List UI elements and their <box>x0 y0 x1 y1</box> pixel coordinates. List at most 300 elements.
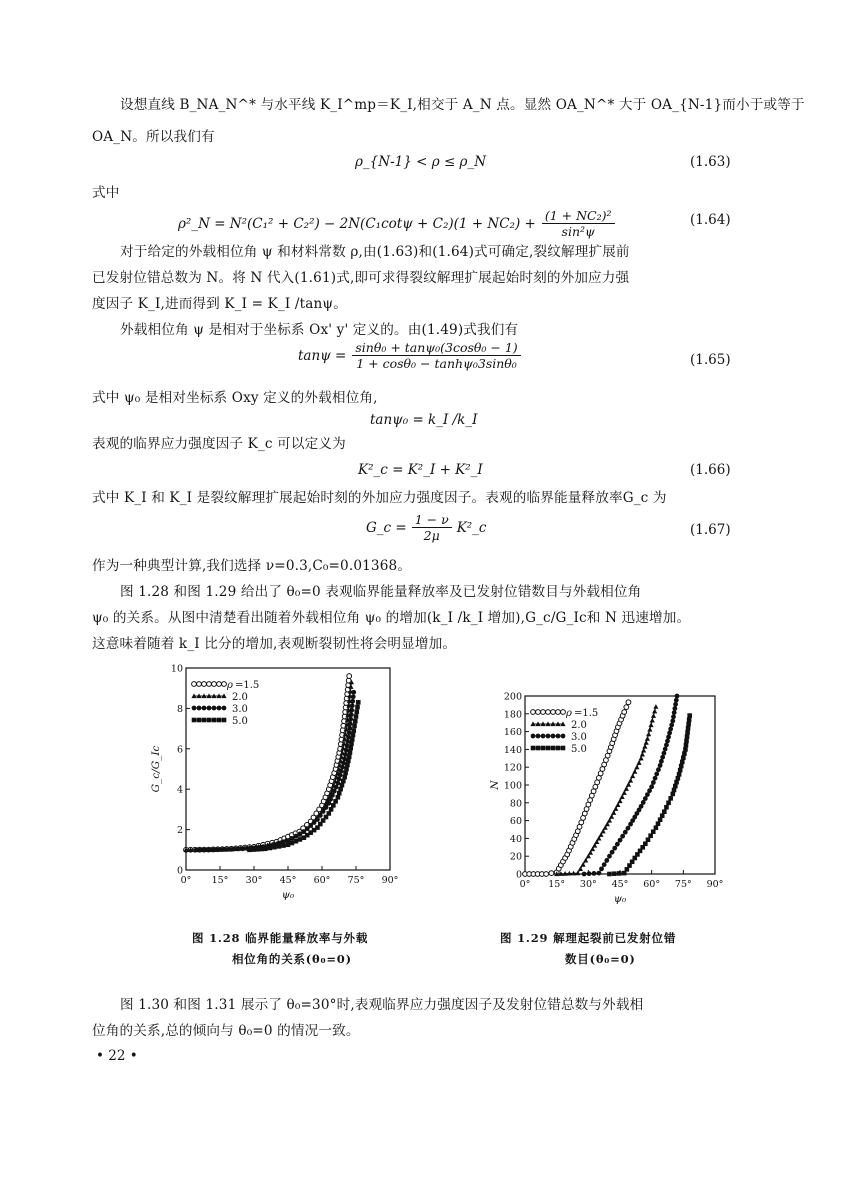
series-marker <box>351 690 356 695</box>
series-marker <box>668 796 673 801</box>
y-tick-label: 40 <box>509 833 522 845</box>
legend-marker <box>541 746 546 751</box>
series-marker <box>321 809 326 814</box>
series-marker <box>646 732 651 737</box>
series-line <box>186 676 349 850</box>
legend-marker <box>222 682 227 687</box>
legend-marker <box>192 706 197 711</box>
legend-marker <box>561 710 566 715</box>
series-marker <box>348 746 353 751</box>
paragraph-5-line-1: 表观的临界应力强度因子 K_c 可以定义为 <box>92 436 346 452</box>
series-marker <box>670 719 675 724</box>
series-marker <box>674 698 679 703</box>
series-marker <box>675 694 680 699</box>
legend-marker <box>556 734 561 739</box>
series-marker <box>646 837 651 842</box>
y-tick-label: 140 <box>503 744 522 756</box>
y-tick-label: 8 <box>176 703 183 715</box>
series-marker <box>335 781 340 786</box>
series-marker <box>634 765 639 770</box>
series-marker <box>329 807 334 812</box>
equation-1-63: ρ_{N-1} < ρ ≤ ρ_N <box>355 154 487 170</box>
series-marker <box>231 847 236 852</box>
legend-marker <box>207 718 212 723</box>
equation-number-1-67: (1.67) <box>690 522 731 538</box>
series-marker <box>549 871 554 876</box>
series-marker <box>656 767 661 772</box>
series-marker <box>349 741 354 746</box>
series-marker <box>668 727 673 732</box>
series-marker <box>685 734 690 739</box>
series-marker <box>687 718 692 723</box>
y-tick-label: 200 <box>503 691 522 703</box>
x-tick-label: 30° <box>579 879 597 890</box>
series-marker <box>602 862 607 867</box>
series-marker <box>666 735 671 740</box>
series-marker <box>626 826 631 831</box>
legend-label: 3.0 <box>571 732 587 743</box>
series-marker <box>623 830 628 835</box>
series-marker <box>663 747 668 752</box>
series-marker <box>350 737 355 742</box>
series-marker <box>592 871 597 876</box>
x-tick-label: 0° <box>519 879 531 890</box>
paragraph-4-line-1: 式中 ψ₀ 是相对坐标系 Oxy 定义的外载相位角, <box>92 390 378 406</box>
series-marker <box>618 838 623 843</box>
y-tick-label: 160 <box>503 727 522 739</box>
series-marker <box>669 723 674 728</box>
series-marker <box>607 854 612 859</box>
series-marker <box>653 704 658 709</box>
legend-marker <box>222 718 227 723</box>
equation-1-66: K²_c = K²_I + K²_I <box>358 462 483 478</box>
equation-1-67-numerator: 1 − ν <box>412 512 452 528</box>
series-marker <box>327 811 332 816</box>
legend-marker <box>217 706 222 711</box>
series-marker <box>624 705 629 710</box>
series-marker <box>263 846 268 851</box>
paragraph-9-line-1: 图 1.30 和图 1.31 展示了 θ₀=30°时,表观临界应力强度因子及发射位错总数与外载相 <box>120 997 644 1013</box>
series-marker <box>255 847 260 852</box>
equation-1-67-right: K²_c <box>456 519 487 536</box>
paragraph-7-line-1: 作为一种典型计算,我们选择 ν=0.3,C₀=0.01368。 <box>92 558 412 574</box>
x-tick-label: 75° <box>347 875 365 886</box>
legend-marker <box>207 706 212 711</box>
series-marker <box>615 842 620 847</box>
series-marker <box>318 813 323 818</box>
series-marker <box>348 721 353 726</box>
series-marker <box>643 841 648 846</box>
paragraph-8-line-1: 图 1.28 和图 1.29 给出了 θ₀=0 表观临界能量释放率及已发射位错数目与外载相位角 <box>120 584 642 600</box>
paragraph-8-line-3: 这意味着随着 k_I 比分的增加,表观断裂韧性将会明显增加。 <box>92 636 457 652</box>
series-marker <box>664 743 669 748</box>
figure-1-28-caption-line-1: 图 1.28 临界能量释放率与外载 <box>192 931 369 945</box>
series-marker <box>345 763 350 768</box>
series-marker <box>337 791 342 796</box>
series-marker <box>268 846 273 851</box>
label-shizhong: 式中 <box>92 185 120 201</box>
series-marker <box>653 776 658 781</box>
series-marker <box>604 858 609 863</box>
series-marker <box>353 719 358 724</box>
paragraph-1-line-2: OA_N。所以我们有 <box>92 129 215 145</box>
series-marker <box>612 846 617 851</box>
paragraph-9-line-2: 位角的关系,总的倾向与 θ₀=0 的情况一致。 <box>92 1023 360 1039</box>
series-marker <box>610 850 615 855</box>
equation-1-65-numerator: sinθ₀ + tanψ₀(3cosθ₀ − 1) <box>352 340 520 356</box>
paragraph-3-line-1: 外载相位角 ψ 是相对于坐标系 Ox' y' 定义的。由(1.49)式我们有 <box>120 322 519 338</box>
y-tick-label: 2 <box>176 825 183 837</box>
series-marker <box>272 845 277 850</box>
series-marker <box>247 848 252 853</box>
series-marker <box>583 858 588 863</box>
series-marker <box>339 769 344 774</box>
series-marker <box>349 708 354 713</box>
legend-marker <box>551 746 556 751</box>
legend-marker <box>556 710 561 715</box>
series-marker <box>666 801 671 806</box>
series-marker <box>651 713 656 718</box>
series-marker <box>626 782 631 787</box>
series-marker <box>649 784 654 789</box>
figure-1-29-caption-line-2: 数目(θ₀=0) <box>565 952 636 966</box>
series-marker <box>236 847 241 852</box>
equation-1-67-fraction <box>412 512 452 543</box>
series-marker <box>660 813 665 818</box>
series-marker <box>685 730 690 735</box>
legend-label: 2.0 <box>571 720 587 731</box>
series-marker <box>227 847 232 852</box>
series-marker <box>671 714 676 719</box>
series-marker <box>356 700 361 705</box>
series-marker <box>294 839 299 844</box>
figure-1-29-caption-line-1: 图 1.29 解理起裂前已发射位错 <box>500 931 677 945</box>
legend-marker <box>546 746 551 751</box>
paragraph-8-line-2: ψ₀ 的关系。从图中清楚看出随着外载相位角 ψ₀ 的增加(k_I /k_I 增加),G_c/G_Ic和 N 迅速增加。 <box>92 610 691 626</box>
series-marker <box>347 674 352 679</box>
legend-marker <box>531 734 536 739</box>
series-marker <box>218 847 223 852</box>
series-marker <box>654 825 659 830</box>
equation-1-67-denominator: 2μ <box>423 528 440 543</box>
legend-marker <box>212 682 217 687</box>
legend-marker <box>551 734 556 739</box>
legend-marker <box>546 710 551 715</box>
series-marker <box>620 794 625 799</box>
series-marker <box>680 760 685 765</box>
series-marker <box>645 736 650 741</box>
legend-label: 3.0 <box>232 704 248 715</box>
series-marker <box>544 872 549 877</box>
series-marker <box>286 842 291 847</box>
y-tick-label: 6 <box>176 744 183 756</box>
legend-label: 5.0 <box>571 744 587 755</box>
series-marker <box>348 750 353 755</box>
y-tick-label: 60 <box>509 816 522 828</box>
y-axis-label: N <box>489 780 501 790</box>
series-marker <box>587 871 592 876</box>
legend-marker <box>531 710 536 715</box>
paragraph-2-line-3: 度因子 K_I,进而得到 K_I = K_I /tanψ。 <box>92 296 347 312</box>
series-marker <box>340 765 345 770</box>
y-tick-label: 0 <box>515 869 522 881</box>
legend-label: =1.5 <box>574 708 599 719</box>
series-marker <box>654 772 659 777</box>
x-tick-label: 60° <box>643 879 661 890</box>
series-marker <box>684 743 689 748</box>
series-marker <box>277 844 282 849</box>
series-marker <box>324 805 329 810</box>
series-marker <box>684 739 689 744</box>
equation-1-64-denominator: sin²ψ <box>561 224 595 239</box>
series-marker <box>352 724 357 729</box>
legend-marker <box>197 718 202 723</box>
series-marker <box>617 871 622 876</box>
legend-marker <box>556 746 561 751</box>
equation-1-64-left: ρ²_N = N²(C₁² + C₂²) − 2N(C₁cotψ + C₂)(1 + NC₂) + <box>178 215 536 232</box>
series-marker <box>674 780 679 785</box>
series-marker <box>622 710 627 715</box>
series-marker <box>281 843 286 848</box>
y-tick-label: 20 <box>509 851 522 863</box>
series-marker <box>678 768 683 773</box>
x-tick-label: 45° <box>611 879 629 890</box>
legend-marker <box>207 682 212 687</box>
series-marker <box>346 759 351 764</box>
legend-marker <box>546 734 551 739</box>
series-marker <box>341 779 346 784</box>
series-marker <box>686 722 691 727</box>
page-number: • 22 • <box>96 1048 138 1064</box>
series-marker <box>351 728 356 733</box>
series-marker <box>672 706 677 711</box>
series-marker <box>636 760 641 765</box>
equation-tan-psi0: tanψ₀ = k_I /k_I <box>370 412 478 428</box>
series-marker <box>340 783 345 788</box>
series-marker <box>650 718 655 723</box>
series-marker <box>348 717 353 722</box>
series-marker <box>347 755 352 760</box>
equation-number-1-65: (1.65) <box>690 352 731 368</box>
x-tick-label: 90° <box>381 875 399 886</box>
legend-label: =1.5 <box>235 680 260 691</box>
legend-marker <box>536 746 541 751</box>
series-marker <box>582 872 587 877</box>
series-marker <box>679 764 684 769</box>
series-line <box>197 692 353 850</box>
series-marker <box>337 777 342 782</box>
series-marker <box>630 774 635 779</box>
series-marker <box>686 726 691 731</box>
equation-1-67 <box>366 512 487 543</box>
legend-title: ρ <box>566 708 572 719</box>
series-marker <box>652 709 657 714</box>
series-marker <box>682 751 687 756</box>
legend-marker <box>551 710 556 715</box>
series-marker <box>333 799 338 804</box>
series-marker <box>667 731 672 736</box>
series-marker <box>259 847 264 852</box>
series-marker <box>607 872 612 877</box>
equation-number-1-64: (1.64) <box>690 212 731 228</box>
equation-number-1-63: (1.63) <box>690 154 731 170</box>
legend-title: ρ <box>227 680 233 691</box>
series-marker <box>338 787 343 792</box>
series-marker <box>222 847 227 852</box>
series-marker <box>656 821 661 826</box>
series-marker <box>351 733 356 738</box>
series-marker <box>354 709 359 714</box>
series-marker <box>658 817 663 822</box>
figure-1-28-chart <box>150 660 400 901</box>
legend-marker <box>561 734 566 739</box>
legend-marker <box>541 710 546 715</box>
legend-marker <box>531 746 536 751</box>
series-marker <box>659 759 664 764</box>
legend-marker <box>197 706 202 711</box>
series-marker <box>673 702 678 707</box>
series-marker <box>617 798 622 803</box>
series-marker <box>204 847 209 852</box>
series-marker <box>651 780 656 785</box>
equation-1-67-left: G_c = <box>366 519 407 536</box>
y-tick-label: 100 <box>503 780 522 792</box>
figure-1-29-chart <box>489 688 735 905</box>
legend-marker <box>202 682 207 687</box>
x-tick-label: 75° <box>674 879 692 890</box>
series-marker <box>670 792 675 797</box>
y-tick-label: 0 <box>176 865 183 877</box>
x-tick-label: 90° <box>706 879 724 890</box>
series-marker <box>658 763 663 768</box>
paragraph-2-line-1: 对于给定的外载相位角 ψ 和材料常数 ρ,由(1.63)和(1.64)式可确定,裂纹解理扩展前 <box>120 244 630 260</box>
paragraph-2-line-2: 已发射位错总数为 N。将 N 代入(1.61)式,即可求得裂纹解理扩展起始时刻的外加应力强 <box>92 270 630 286</box>
x-axis-label: ψ₀ <box>281 889 295 901</box>
series-marker <box>315 817 320 822</box>
series-marker <box>347 726 352 731</box>
equation-1-65-left: tanψ = <box>298 347 347 364</box>
series-marker <box>338 773 343 778</box>
series-marker <box>676 776 681 781</box>
series-marker <box>596 871 601 876</box>
series-marker <box>290 841 295 846</box>
series-marker <box>687 713 692 718</box>
series-marker <box>651 829 656 834</box>
legend-marker <box>217 682 222 687</box>
series-marker <box>648 722 653 727</box>
series-marker <box>354 714 359 719</box>
series-marker <box>599 866 604 871</box>
series-marker <box>683 747 688 752</box>
series-marker <box>672 710 677 715</box>
series-marker <box>662 751 667 756</box>
legend-label: 2.0 <box>232 692 248 703</box>
equation-1-65-fraction <box>352 340 520 371</box>
legend-marker <box>202 706 207 711</box>
legend-marker <box>536 710 541 715</box>
series-marker <box>677 772 682 777</box>
equation-1-65 <box>298 340 521 371</box>
series-marker <box>350 703 355 708</box>
y-tick-label: 10 <box>170 663 183 675</box>
series-marker <box>660 755 665 760</box>
y-tick-label: 80 <box>509 798 522 810</box>
series-marker <box>648 833 653 838</box>
legend-marker <box>212 718 217 723</box>
series-marker <box>647 727 652 732</box>
series-marker <box>331 803 336 808</box>
legend-marker <box>217 718 222 723</box>
y-axis-label: G_c/G_Ic <box>150 745 162 793</box>
paragraph-6-line-1: 式中 K_I 和 K_I 是裂纹解理扩展起始时刻的外加应力强度因子。表观的临界能量释放率G_c 为 <box>92 490 667 506</box>
equation-1-65-denominator: 1 + cosθ₀ − tanhψ₀3sinθ₀ <box>356 356 517 371</box>
series-marker <box>336 795 341 800</box>
legend-marker <box>202 718 207 723</box>
x-tick-label: 45° <box>279 875 297 886</box>
equation-1-64 <box>178 208 615 239</box>
series-marker <box>632 769 637 774</box>
series-marker <box>673 784 678 789</box>
series-marker <box>351 694 356 699</box>
equation-1-64-fraction <box>542 208 615 239</box>
series-marker <box>580 862 585 867</box>
series-marker <box>349 712 354 717</box>
series-marker <box>195 847 200 852</box>
series-marker <box>662 809 667 814</box>
series-marker <box>213 847 218 852</box>
legend-marker <box>222 706 227 711</box>
series-marker <box>624 786 629 791</box>
x-tick-label: 15° <box>211 875 229 886</box>
series-marker <box>298 837 303 842</box>
series-marker <box>622 790 627 795</box>
legend-marker <box>192 718 197 723</box>
paragraph-1-line-1: 设想直线 B_NA_N^* 与水平线 K_I^mp＝K_I,相交于 A_N 点。显然 OA_N^* 大于 OA_{N-1}而小于或等于 <box>120 97 805 113</box>
series-marker <box>578 866 583 871</box>
series-marker <box>199 847 204 852</box>
legend-label: 5.0 <box>232 716 248 727</box>
figure-1-28-caption-line-2: 相位角的关系(θ₀=0) <box>232 952 352 966</box>
x-tick-label: 0° <box>180 875 192 886</box>
legend-marker <box>197 682 202 687</box>
equation-number-1-66: (1.66) <box>690 462 731 478</box>
y-tick-label: 120 <box>503 762 522 774</box>
series-marker <box>240 846 245 851</box>
series-marker <box>620 834 625 839</box>
series-marker <box>355 705 360 710</box>
y-tick-label: 180 <box>503 709 522 721</box>
series-marker <box>665 739 670 744</box>
legend-marker <box>212 706 217 711</box>
series-marker <box>251 847 256 852</box>
legend-marker <box>192 682 197 687</box>
equation-1-64-numerator: (1 + NC₂)² <box>542 208 615 224</box>
x-axis-label: ψ₀ <box>613 893 627 905</box>
legend-marker <box>541 734 546 739</box>
series-marker <box>344 767 349 772</box>
y-tick-label: 4 <box>176 784 183 796</box>
legend-marker <box>561 746 566 751</box>
series-marker <box>628 778 633 783</box>
x-tick-label: 30° <box>245 875 263 886</box>
series-marker <box>343 771 348 776</box>
series-marker <box>612 871 617 876</box>
series-marker <box>350 699 355 704</box>
series-marker <box>209 847 214 852</box>
series-marker <box>681 755 686 760</box>
x-tick-label: 60° <box>313 875 331 886</box>
series-marker <box>626 700 631 705</box>
